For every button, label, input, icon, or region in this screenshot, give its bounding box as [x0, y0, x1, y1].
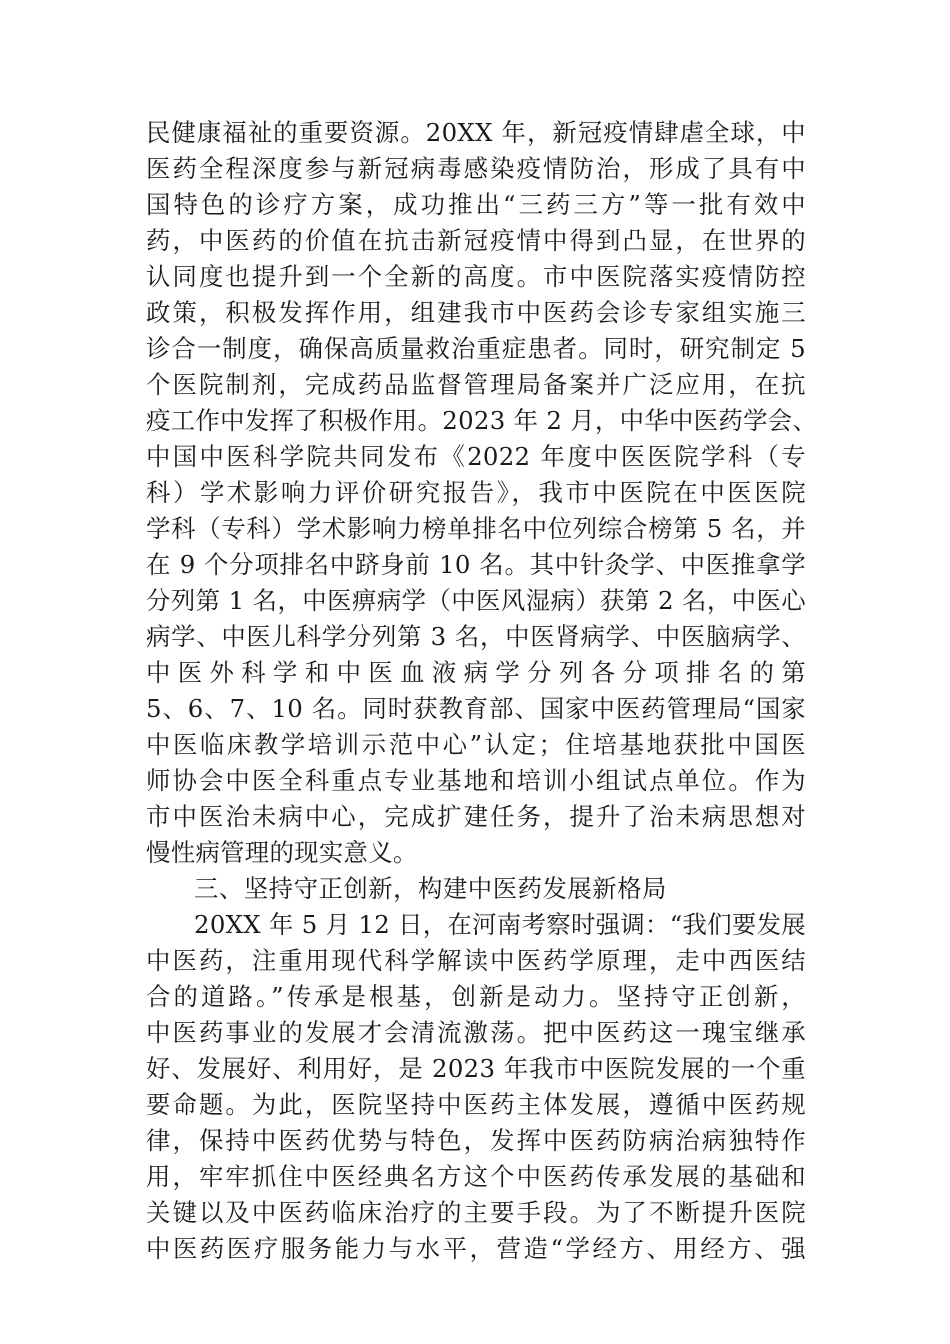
paragraph-line: 药，中医药的价值在抗击新冠疫情中得到凸显，在世界的	[146, 226, 806, 255]
paragraph-line: 认同度也提升到一个全新的高度。市中医院落实疫情防控	[146, 262, 806, 291]
paragraph-line: 在 9 个分项排名中跻身前 10 名。其中针灸学、中医推拿学	[146, 550, 806, 579]
section-heading: 三、坚持守正创新，构建中医药发展新格局	[194, 874, 667, 903]
paragraph-line: 要命题。为此，医院坚持中医药主体发展，遵循中医药规	[146, 1090, 806, 1119]
paragraph-line: 中医药，注重用现代科学解读中医药学原理，走中西医结	[146, 946, 806, 975]
paragraph-line: 中医外科学和中医血液病学分列各分项排名的第	[146, 658, 806, 687]
paragraph-line: 中医药医疗服务能力与水平，营造“学经方、用经方、强	[146, 1234, 806, 1263]
paragraph-line: 师协会中医全科重点专业基地和培训小组试点单位。作为	[146, 766, 806, 795]
paragraph-line: 病学、中医儿科学分列第 3 名，中医肾病学、中医脑病学、	[146, 622, 806, 651]
paragraph-line: 5、6、7、10 名。同时获教育部、国家中医药管理局“国家	[146, 694, 806, 723]
paragraph-line: 国特色的诊疗方案，成功推出“三药三方”等一批有效中	[146, 190, 806, 219]
paragraph-line: 分列第 1 名，中医痹病学（中医风湿病）获第 2 名，中医心	[146, 586, 806, 615]
paragraph-line: 医药全程深度参与新冠病毒感染疫情防治，形成了具有中	[146, 154, 806, 183]
paragraph-line: 诊合一制度，确保高质量救治重症患者。同时，研究制定 5	[146, 334, 806, 363]
paragraph-line: 中医临床教学培训示范中心”认定；住培基地获批中国医	[146, 730, 806, 759]
paragraph-line: 疫工作中发挥了积极作用。2023 年 2 月，中华中医药学会、	[146, 406, 818, 435]
paragraph-line: 合的道路。”传承是根基，创新是动力。坚持守正创新，	[146, 982, 806, 1011]
paragraph-line: 中医药事业的发展才会清流激荡。把中医药这一瑰宝继承	[146, 1018, 806, 1047]
paragraph-line: 慢性病管理的现实意义。	[146, 838, 418, 867]
paragraph-line: 科）学术影响力评价研究报告》，我市中医院在中医医院	[146, 478, 806, 507]
paragraph-line: 政策，积极发挥作用，组建我市中医药会诊专家组实施三	[146, 298, 806, 327]
paragraph-line: 20XX 年 5 月 12 日，在河南考察时强调：“我们要发展	[194, 910, 806, 939]
paragraph-line: 好、发展好、利用好，是 2023 年我市中医院发展的一个重	[146, 1054, 806, 1083]
paragraph-line: 民健康福祉的重要资源。20XX 年，新冠疫情肆虐全球，中	[146, 118, 806, 147]
paragraph-line: 中国中医科学院共同发布《2022 年度中医医院学科（专	[146, 442, 806, 471]
paragraph-line: 市中医治未病中心，完成扩建任务，提升了治未病思想对	[146, 802, 806, 831]
paragraph-line: 关键以及中医药临床治疗的主要手段。为了不断提升医院	[146, 1198, 806, 1227]
paragraph-line: 律，保持中医药优势与特色，发挥中医药防病治病独特作	[146, 1126, 806, 1155]
paragraph-line: 学科（专科）学术影响力榜单排名中位列综合榜第 5 名，并	[146, 514, 806, 543]
paragraph-line: 用，牢牢抓住中医经典名方这个中医药传承发展的基础和	[146, 1162, 806, 1191]
paragraph-line: 个医院制剂，完成药品监督管理局备案并广泛应用，在抗	[146, 370, 806, 399]
